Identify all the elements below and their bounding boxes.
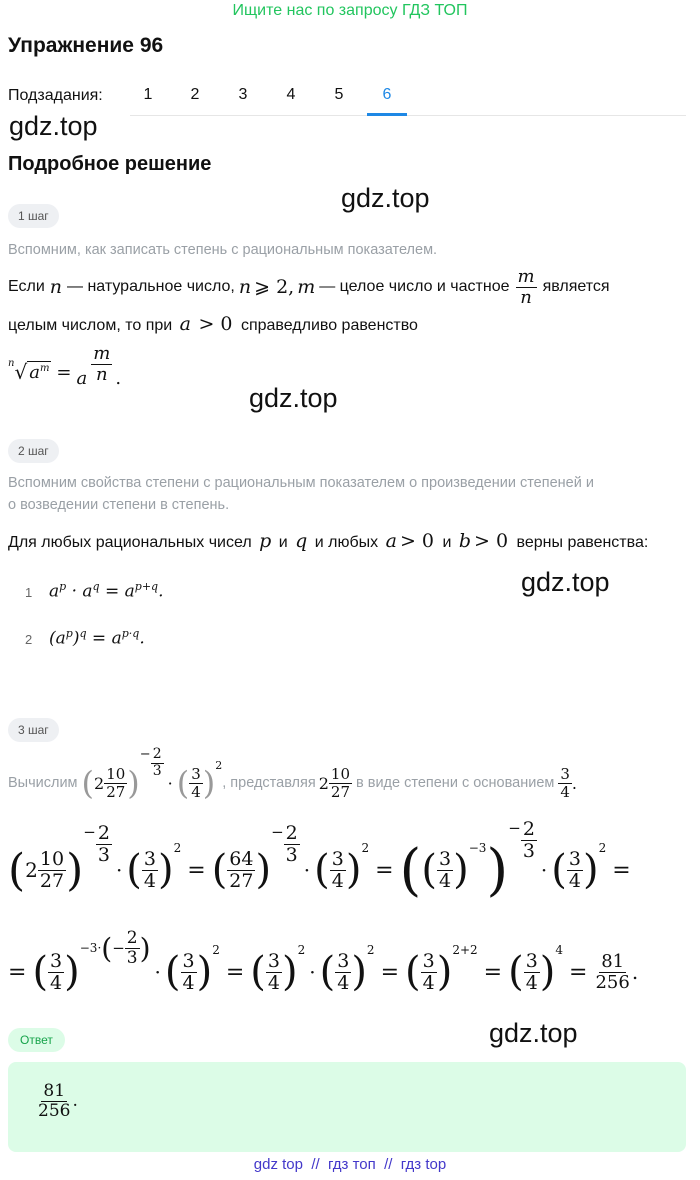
property-power-of-power: $(a^p)^q = a^{p\cdot q}$. — [49, 627, 145, 649]
rule-text: Если — [8, 278, 45, 295]
answer-denominator: 256 — [38, 1100, 71, 1121]
answer-badge: Ответ — [8, 1028, 65, 1052]
math-expr: a — [179, 313, 191, 335]
step-hint: Вспомним свойства степени с рациональным показателем о произведении степеней и — [8, 475, 594, 491]
footer-links[interactable]: gdz top // гдз топ // гдз top — [253, 1156, 447, 1173]
subtasks-label: Подзадания: — [8, 87, 103, 104]
step-hint: , представляя — [222, 775, 316, 791]
rule-line-2 — [8, 313, 418, 337]
rule-text: справедливо равенство — [240, 317, 418, 334]
step-badge: 2 шаг — [8, 439, 59, 463]
list-item-number: 1 — [25, 585, 33, 600]
calculation-line-2: = ( $\frac{3}{4}$ ) −3· ( − $\frac{2}{3}$ ) · ( $\frac{3}{4}$ ) 2 = ( $\frac{3}{4}$ ) 2 · ( $\frac{3}{4}$ ) 2 = ( $\frac{3}{4}$ ) 2+2 = ( $\frac{3}{4}$ ) 4 = $\frac{81}{256}$ . — [8, 927, 639, 995]
step-hint: Вычислим — [8, 775, 78, 791]
promo-banner[interactable]: Ищите нас по запросу ГДЗ ТОП — [232, 2, 468, 19]
answer-value: $\frac{81}{256}$ . — [38, 1081, 78, 1121]
subtask-tab-1[interactable]: 1 — [143, 86, 153, 103]
rule-text: — целое число и частное — [319, 278, 510, 295]
step-badge: 1 шаг — [8, 204, 59, 228]
active-subtask-indicator — [367, 113, 407, 116]
fraction-m-over-n: $\frac{m}{n}$ — [517, 265, 535, 308]
subtasks-divider — [130, 115, 686, 116]
subtask-tab-6[interactable]: 6 — [382, 86, 392, 103]
answer-box — [8, 1062, 686, 1152]
math-expr: n — [238, 276, 252, 298]
rule-text: Для любых рациональных чисел — [8, 534, 252, 551]
watermark: gdz.top — [489, 1018, 578, 1048]
watermark: gdz.top — [249, 383, 338, 413]
math-expr: m — [297, 276, 316, 298]
step3-hint: Вычислим ( 2 $\frac{10}{27}$ ) − $\frac{2}{3}$ · ( $\frac{3}{4}$ ) 2 , представляя 2 $\frac{10}{27}$ в виде степени с основанием $\frac{3}{4}$ . — [8, 746, 577, 802]
rule-text: и любых — [314, 534, 379, 551]
properties-intro: Для любых рациональных чисел p и q и любых a > 0 и b > 0 верны равенства: — [8, 530, 649, 552]
formula-root-power: n √ $a^m$ = a $\frac{m}{n}$ . — [8, 342, 122, 389]
rule-text: целым числом, то при — [8, 317, 173, 334]
watermark: gdz.top — [341, 183, 430, 213]
answer-numerator: 81 — [43, 1081, 66, 1101]
step-hint: Вспомним, как записать степень с рациональным показателем. — [8, 242, 438, 258]
list-item-number: 2 — [25, 632, 33, 647]
watermark: gdz.top — [9, 111, 98, 141]
rule-text: является — [542, 278, 610, 295]
calculation-line-1: ( 2 $\frac{10}{27}$ ) − $\frac{2}{3}$ · ( $\frac{3}{4}$ ) 2 = ( $\frac{64}{27}$ ) − $\frac{2}{3}$ · ( $\frac{3}{4}$ ) 2 = ( ( $\frac{3}{4}$ ) −3 ) − $\frac{2}{3}$ · ( $\frac{3}{4}$ ) 2 = — [8, 817, 631, 903]
math-expr: ⩾ 2, — [254, 276, 295, 298]
rule-text: и — [278, 534, 288, 551]
step-hint: о возведении степени в степень. — [8, 497, 230, 513]
subtask-tab-5[interactable]: 5 — [334, 86, 344, 103]
exercise-title: Упражнение 96 — [8, 34, 164, 57]
subtask-tab-4[interactable]: 4 — [286, 86, 296, 103]
math-expr: > 0 — [198, 313, 233, 335]
rule-text: и — [442, 534, 452, 551]
watermark: gdz.top — [521, 567, 610, 597]
step-badge: 3 шаг — [8, 718, 59, 742]
subtask-tab-2[interactable]: 2 — [190, 86, 200, 103]
subtask-tab-3[interactable]: 3 — [238, 86, 248, 103]
rule-text: верны равенства: — [516, 534, 649, 551]
math-expr: n — [49, 276, 63, 298]
property-product-of-powers: $a^p \cdot a^q = a^{p+q}$. — [49, 580, 164, 602]
solution-heading: Подробное решение — [8, 153, 212, 175]
step-hint: в виде степени с основанием — [356, 775, 555, 791]
rule-text: — натуральное число, — [67, 278, 235, 295]
rule-line-1 — [8, 262, 698, 312]
